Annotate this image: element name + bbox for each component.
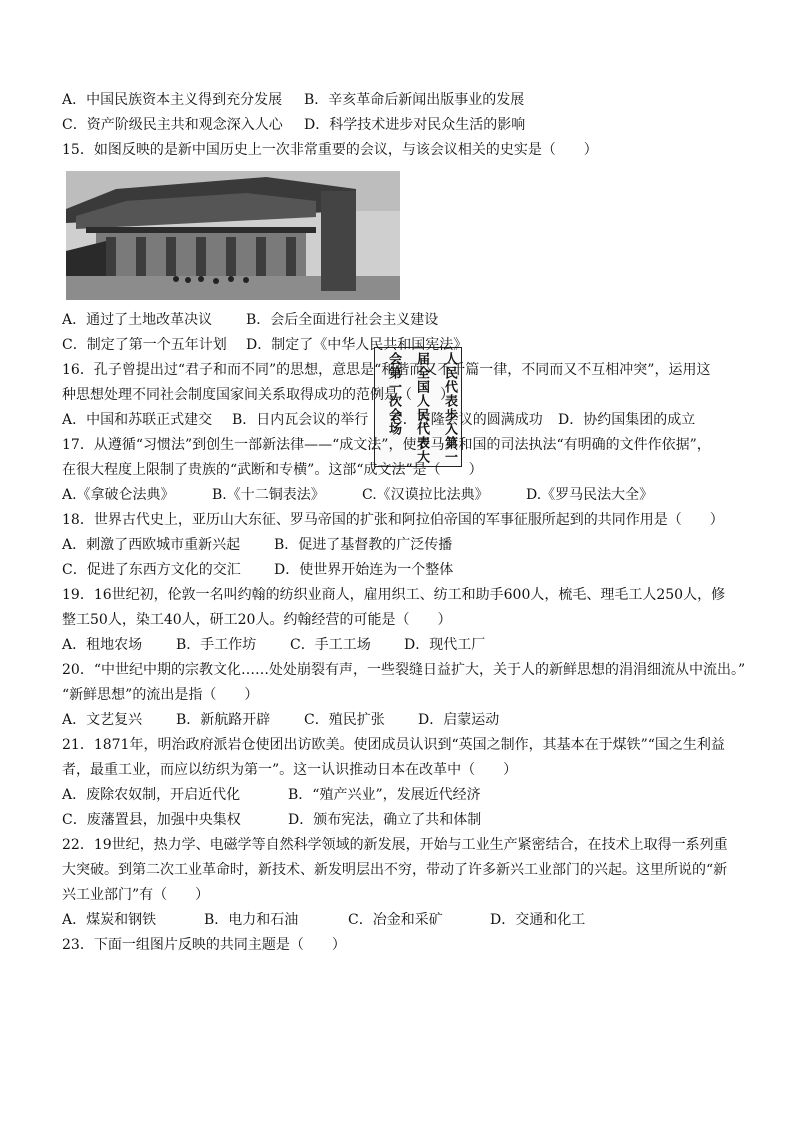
q21-stem-line2: 者，最重工业，而应以纺织为第一”。这一认识推动日本在改革中（ ） [62, 762, 518, 778]
q21-option-b: B．“殖产兴业”，发展近代经济 [288, 787, 481, 803]
q20-stem-line1: 20．“中世纪中期的宗教文化……处处崩裂有声，一些裂缝日益扩大，关于人的新鲜思想的涓涓细流从中流出。” [62, 662, 746, 678]
q21-option-d: D．颁布宪法，确立了共和体制 [288, 812, 482, 828]
q18-option-c: C．促进了东西方文化的交汇 [62, 562, 241, 578]
q14-option-b: B．辛亥革命后新闻出版事业的发展 [304, 92, 525, 108]
q18-option-b: B．促进了基督教的广泛传播 [274, 537, 453, 553]
q16-stem-line2: 种思想处理不同社会制度国家间关系取得成功的范例是（ ） [62, 387, 454, 403]
q22-option-a: A．煤炭和钢铁 [62, 912, 157, 928]
q17-option-c: C.《汉谟拉比法典》 [362, 487, 489, 503]
q19-option-b: B．手工作坊 [176, 637, 257, 653]
q16-option-c: C．万隆会议的圆满成功 [392, 412, 543, 428]
q22-option-c: C．冶金和采矿 [348, 912, 443, 928]
q17-option-b: B.《十二铜表法》 [212, 487, 325, 503]
q15-option-a: A．通过了土地改革决议 [62, 312, 213, 328]
q22-stem-line3: 兴工业部门”有（ ） [62, 887, 210, 903]
q16-stem-line1: 16．孔子曾提出过“君子和而不同”的思想，意思是“和谐而又不千篇一律，不同而又不互相冲突”，运用这 [62, 362, 711, 378]
q22-option-d: D．交通和化工 [490, 912, 586, 928]
q23-stem: 23．下面一组图片反映的共同主题是（ ） [62, 937, 346, 953]
q18-option-a: A．刺激了西欧城市重新兴起 [62, 537, 241, 553]
q21-option-c: C．废藩置县，加强中央集权 [62, 812, 241, 828]
q21-stem-line1: 21．1871年，明治政府派岩仓使团出访欧美。使团成员认识到“英国之制作，其基本在于煤铁”“国之生利益 [62, 737, 725, 753]
q18-stem: 18．世界古代史上，亚历山大东征、罗马帝国的扩张和阿拉伯帝国的军事征服所起到的共同作用是（ ） [62, 512, 724, 528]
q21-option-a: A．废除农奴制，开启近代化 [62, 787, 241, 803]
q22-option-b: B．电力和石油 [204, 912, 299, 928]
q18-option-d: D．使世界开始连为一个整体 [274, 562, 454, 578]
q17-option-d: D.《罗马民法大全》 [526, 487, 654, 503]
q14-option-d: D．科学技术进步对民众生活的影响 [304, 117, 526, 133]
q15-option-b: B．会后全面进行社会主义建设 [246, 312, 439, 328]
caption-column-3: 会第一次会场 [386, 352, 401, 436]
q19-stem-line1: 19．16世纪初，伦敦一名叫约翰的纺织业商人，雇用织工、纺工和助手600人，梳毛、理毛工人250人，修 [62, 587, 726, 603]
q19-stem-line2: 整工50人，染工40人，研工20人。约翰经营的可能是（ ） [62, 612, 452, 628]
q22-stem-line1: 22．19世纪，热力学、电磁学等自然科学领域的新发展，开始与工业生产紧密结合，在技术上取得一系列重 [62, 837, 728, 853]
q15-option-d: D．制定了《中华人民共和国宪法》 [246, 337, 468, 353]
q14-option-c: C．资产阶级民主共和观念深入人心 [62, 117, 283, 133]
q19-option-a: A．租地农场 [62, 637, 143, 653]
caption-column-2: 届全国人民代表大 [414, 352, 429, 464]
q20-option-a: A．文艺复兴 [62, 712, 143, 728]
q14-option-a: A．中国民族资本主义得到充分发展 [62, 92, 283, 108]
congress-hall-photo [66, 171, 400, 300]
q17-option-a: A.《拿破仑法典》 [62, 487, 175, 503]
q20-option-b: B．新航路开辟 [176, 712, 271, 728]
q20-stem-line2: “新鲜思想”的流出是指（ ） [62, 687, 259, 703]
q16-option-a: A．中国和苏联正式建交 [62, 412, 213, 428]
q17-stem-line1: 17．从遵循“习惯法”到创生一部新法律——“成文法”，使罗马共和国的司法执法“有明确的文件作依据”， [62, 437, 711, 453]
q20-option-c: C．殖民扩张 [304, 712, 385, 728]
q19-option-d: D．现代工厂 [404, 637, 486, 653]
q15-stem: 15．如图反映的是新中国历史上一次非常重要的会议，与该会议相关的史实是（ ） [62, 142, 598, 158]
q16-option-d: D．协约国集团的成立 [558, 412, 696, 428]
q22-stem-line2: 大突破。到第二次工业革命时，新技术、新发明层出不穷，带动了许多新兴工业部门的兴起。这里所说的“新 [62, 862, 728, 878]
q20-option-d: D．启蒙运动 [418, 712, 500, 728]
q17-stem-line2: 在很大程度上限制了贵族的“武断和专横”。这部“成文法”是（ ） [62, 462, 483, 478]
q19-option-c: C．手工工场 [290, 637, 371, 653]
q16-option-b: B．日内瓦会议的举行 [232, 412, 369, 428]
caption-column-1: 人民代表步入第一 [442, 352, 457, 464]
q15-option-c: C．制定了第一个五年计划 [62, 337, 227, 353]
